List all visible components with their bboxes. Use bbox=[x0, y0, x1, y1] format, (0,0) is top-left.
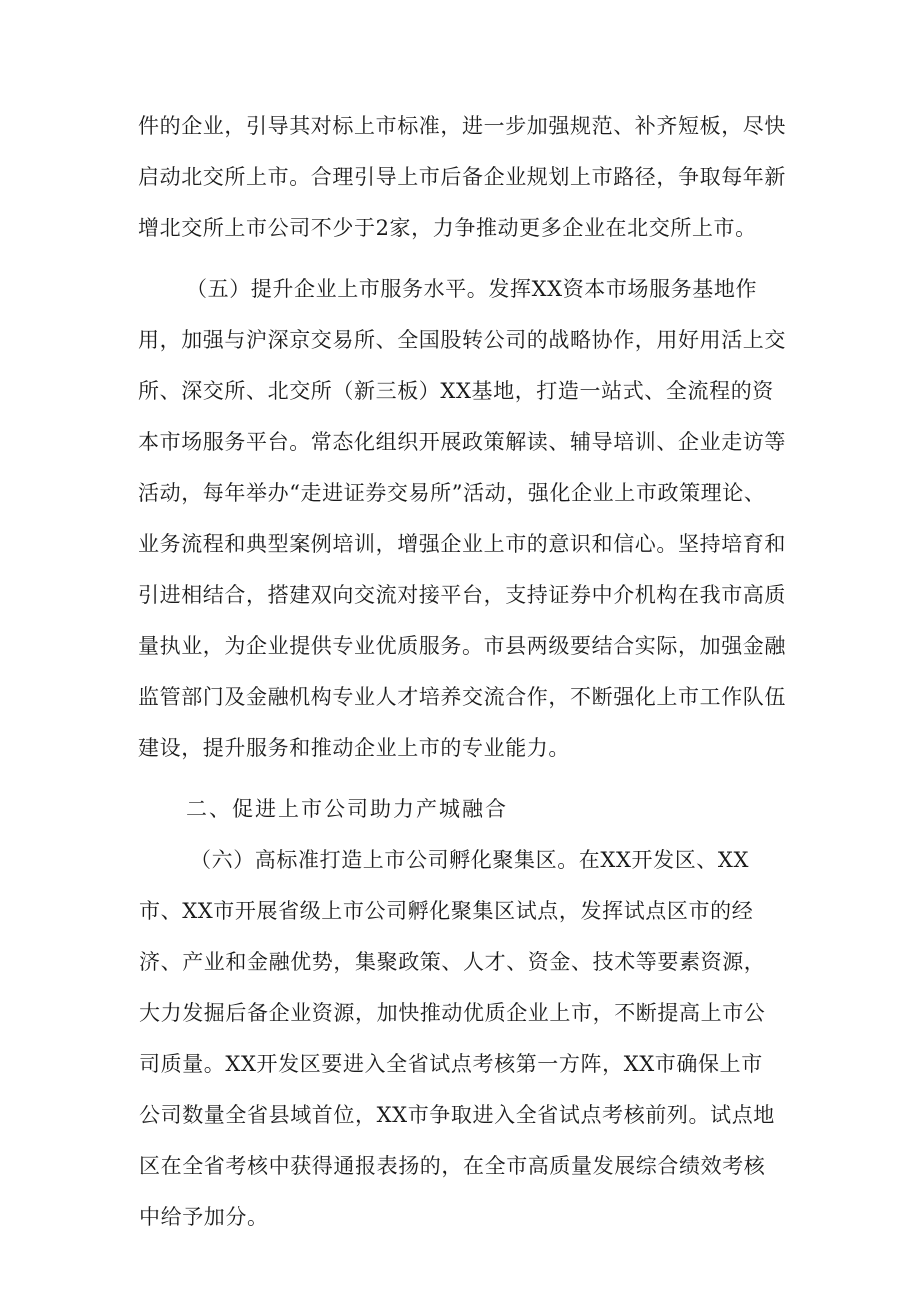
paragraph-1-line-3: 增北交所上市公司不少于2家，力争推动更多企业在北交所上市。 bbox=[138, 216, 757, 240]
paragraph-2-line-2: 用，加强与沪深京交易所、全国股转公司的战略协作，用好用活上交 bbox=[138, 328, 786, 352]
paragraph-2-line-3: 所、深交所、北交所（新三板）XX基地，打造一站式、全流程的资 bbox=[138, 379, 774, 403]
paragraph-3-line-6: 公司数量全省县域首位，XX市争取进入全省试点考核前列。试点地 bbox=[139, 1103, 775, 1127]
paragraph-3-line-8: 中给予加分。 bbox=[139, 1205, 269, 1229]
paragraph-2-line-10: 建设，提升服务和推动企业上市的专业能力。 bbox=[138, 736, 570, 760]
paragraph-2-line-1: （五）提升企业上市服务水平。发挥XX资本市场服务基地作 bbox=[186, 277, 758, 301]
paragraph-3-line-5: 司质量。XX开发区要进入全省试点考核第一方阵，XX市确保上市 bbox=[139, 1052, 763, 1076]
paragraph-3-line-7: 区在全省考核中获得通报表扬的，在全市高质量发展综合绩效考核 bbox=[139, 1154, 766, 1178]
paragraph-3-line-1: （六）高标准打造上市公司孵化聚集区。在XX开发区、XX bbox=[190, 848, 749, 872]
paragraph-3-line-4: 大力发掘后备企业资源，加快推动优质企业上市，不断提高上市公 bbox=[139, 1001, 766, 1025]
paragraph-2-line-7: 引进相结合，搭建双向交流对接平台，支持证券中介机构在我市高质 bbox=[138, 583, 786, 607]
paragraph-3-line-2: 市、XX市开展省级上市公司孵化聚集区试点，发挥试点区市的经 bbox=[139, 899, 754, 923]
paragraph-2-line-4: 本市场服务平台。常态化组织开展政策解读、辅导培训、企业走访等 bbox=[138, 430, 786, 454]
section-heading: 二、促进上市公司助力产城融合 bbox=[186, 797, 508, 821]
paragraph-2-line-9: 监管部门及金融机构专业人才培养交流合作，不断强化上市工作队伍 bbox=[138, 685, 786, 709]
paragraph-2-line-8: 量执业，为企业提供专业优质服务。市县两级要结合实际，加强金融 bbox=[138, 634, 786, 658]
paragraph-2-line-6: 业务流程和典型案例培训，增强企业上市的意识和信心。坚持培育和 bbox=[138, 532, 786, 556]
paragraph-2-line-5: 活动，每年举办“走进证券交易所”活动，强化企业上市政策理论、 bbox=[138, 481, 766, 505]
paragraph-1-line-1: 件的企业，引导其对标上市标准，进一步加强规范、补齐短板，尽快 bbox=[138, 114, 786, 138]
paragraph-1-line-2: 启动北交所上市。合理引导上市后备企业规划上市路径，争取每年新 bbox=[138, 165, 786, 189]
paragraph-3-line-3: 济、产业和金融优势，集聚政策、人才、资金、技术等要素资源， bbox=[139, 950, 766, 974]
